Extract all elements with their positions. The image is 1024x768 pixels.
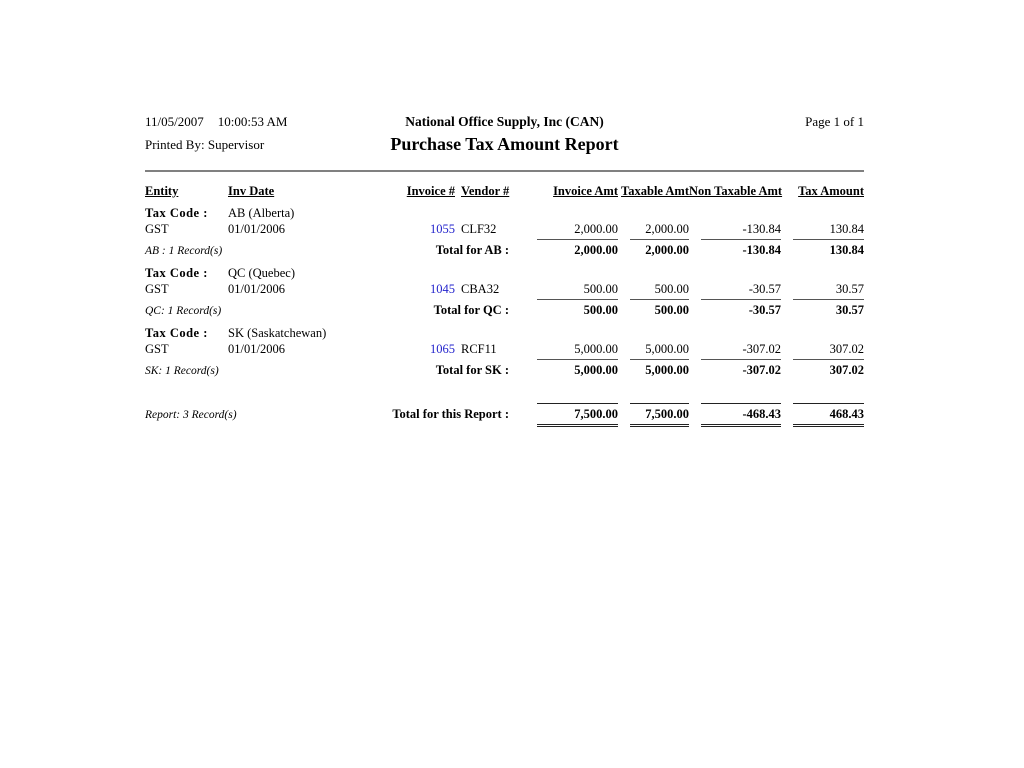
invoice-amt-value: 5,000.00 xyxy=(574,342,618,356)
col-header-tax-amount: Tax Amount xyxy=(798,184,864,198)
tax-code-row xyxy=(145,206,864,221)
group-total-label: Total for QC : xyxy=(433,303,509,317)
group-total-label: Total for AB : xyxy=(435,243,509,257)
report-total-label: Total for this Report : xyxy=(392,407,509,421)
group-total-invoice-amt: 500.00 xyxy=(513,299,618,318)
report-total-tax-amount: 468.43 xyxy=(781,403,864,427)
inv-date-value: 01/01/2006 xyxy=(228,282,285,296)
report-total-taxable-amt: 7,500.00 xyxy=(618,403,689,427)
non-taxable-amt-value: -30.57 xyxy=(748,282,781,296)
print-time: 10:00:53 AM xyxy=(217,114,288,129)
non-taxable-amt-value: -307.02 xyxy=(742,342,781,356)
invoice-number-link[interactable]: 1045 xyxy=(430,282,455,296)
vendor-number: CBA32 xyxy=(461,282,500,296)
group-total-tax-amount: 307.02 xyxy=(781,359,864,378)
col-header-entity: Entity xyxy=(145,184,179,198)
group-record-count: QC: 1 Record(s) xyxy=(145,305,222,317)
detail-row xyxy=(145,342,864,357)
group-total-taxable-amt: 2,000.00 xyxy=(618,239,689,258)
tax-code-value: QC (Quebec) xyxy=(228,266,295,280)
inv-date-value: 01/01/2006 xyxy=(228,342,285,356)
group-total-non-taxable-amt: -130.84 xyxy=(689,239,781,258)
header-line-2 xyxy=(145,132,864,158)
report-title: Purchase Tax Amount Report xyxy=(390,134,619,154)
group-record-count: SK: 1 Record(s) xyxy=(145,365,219,377)
tax-code-label: Tax Code : xyxy=(145,326,208,340)
page-number: Page 1 of 1 xyxy=(805,114,864,129)
invoice-number-link[interactable]: 1055 xyxy=(430,222,455,236)
tax-code-row xyxy=(145,326,864,341)
group-total-taxable-amt: 500.00 xyxy=(618,299,689,318)
group-total-tax-amount: 30.57 xyxy=(781,299,864,318)
detail-row xyxy=(145,282,864,297)
group-record-count: AB : 1 Record(s) xyxy=(145,245,223,257)
entity-value: GST xyxy=(145,342,169,356)
tax-code-value: AB (Alberta) xyxy=(228,206,295,220)
inv-date-value: 01/01/2006 xyxy=(228,222,285,236)
invoice-amt-value: 2,000.00 xyxy=(574,222,618,236)
group-total-invoice-amt: 2,000.00 xyxy=(513,239,618,258)
taxable-amt-value: 2,000.00 xyxy=(645,222,689,236)
tax-amount-value: 307.02 xyxy=(829,342,864,356)
tax-amount-value: 30.57 xyxy=(835,282,864,296)
header-line-1 xyxy=(145,112,864,132)
col-header-invoice-no: Invoice # xyxy=(406,184,455,198)
entity-value: GST xyxy=(145,222,169,236)
taxable-amt-value: 500.00 xyxy=(654,282,689,296)
group-total-non-taxable-amt: -307.02 xyxy=(689,359,781,378)
tax-amount-value: 130.84 xyxy=(829,222,864,236)
entity-value: GST xyxy=(145,282,169,296)
group-total-row xyxy=(145,359,864,379)
report-total-non-taxable-amt: -468.43 xyxy=(689,403,781,427)
col-header-non-taxable-amt: Non Taxable Amt xyxy=(689,184,783,198)
vendor-number: RCF11 xyxy=(461,342,497,356)
report-total-row xyxy=(145,403,864,427)
tax-code-value: SK (Saskatchewan) xyxy=(228,326,327,340)
column-header-row xyxy=(145,184,864,199)
col-header-vendor-no: Vendor # xyxy=(461,184,510,198)
group-total-tax-amount: 130.84 xyxy=(781,239,864,258)
company-name: National Office Supply, Inc (CAN) xyxy=(405,114,604,129)
vendor-number: CLF32 xyxy=(461,222,497,236)
col-header-taxable-amt: Taxable Amt xyxy=(621,184,689,198)
invoice-number-link[interactable]: 1065 xyxy=(430,342,455,356)
report-total-invoice-amt: 7,500.00 xyxy=(513,403,618,427)
non-taxable-amt-value: -130.84 xyxy=(742,222,781,236)
print-date: 11/05/2007 xyxy=(145,114,204,129)
tax-code-label: Tax Code : xyxy=(145,206,208,220)
group-total-row xyxy=(145,299,864,319)
taxable-amt-value: 5,000.00 xyxy=(645,342,689,356)
group-total-invoice-amt: 5,000.00 xyxy=(513,359,618,378)
report-header xyxy=(145,112,864,172)
detail-row xyxy=(145,222,864,237)
report-record-count: Report: 3 Record(s) xyxy=(145,409,237,421)
printed-by: Printed By: Supervisor xyxy=(145,137,265,152)
report-page xyxy=(145,0,864,427)
group-total-row xyxy=(145,239,864,259)
group-total-taxable-amt: 5,000.00 xyxy=(618,359,689,378)
col-header-inv-date: Inv Date xyxy=(228,184,275,198)
header-rule xyxy=(145,170,864,172)
group-total-label: Total for SK : xyxy=(435,363,509,377)
group-total-non-taxable-amt: -30.57 xyxy=(689,299,781,318)
tax-code-label: Tax Code : xyxy=(145,266,208,280)
col-header-invoice-amt: Invoice Amt xyxy=(553,184,618,198)
tax-code-row xyxy=(145,266,864,281)
invoice-amt-value: 500.00 xyxy=(583,282,618,296)
